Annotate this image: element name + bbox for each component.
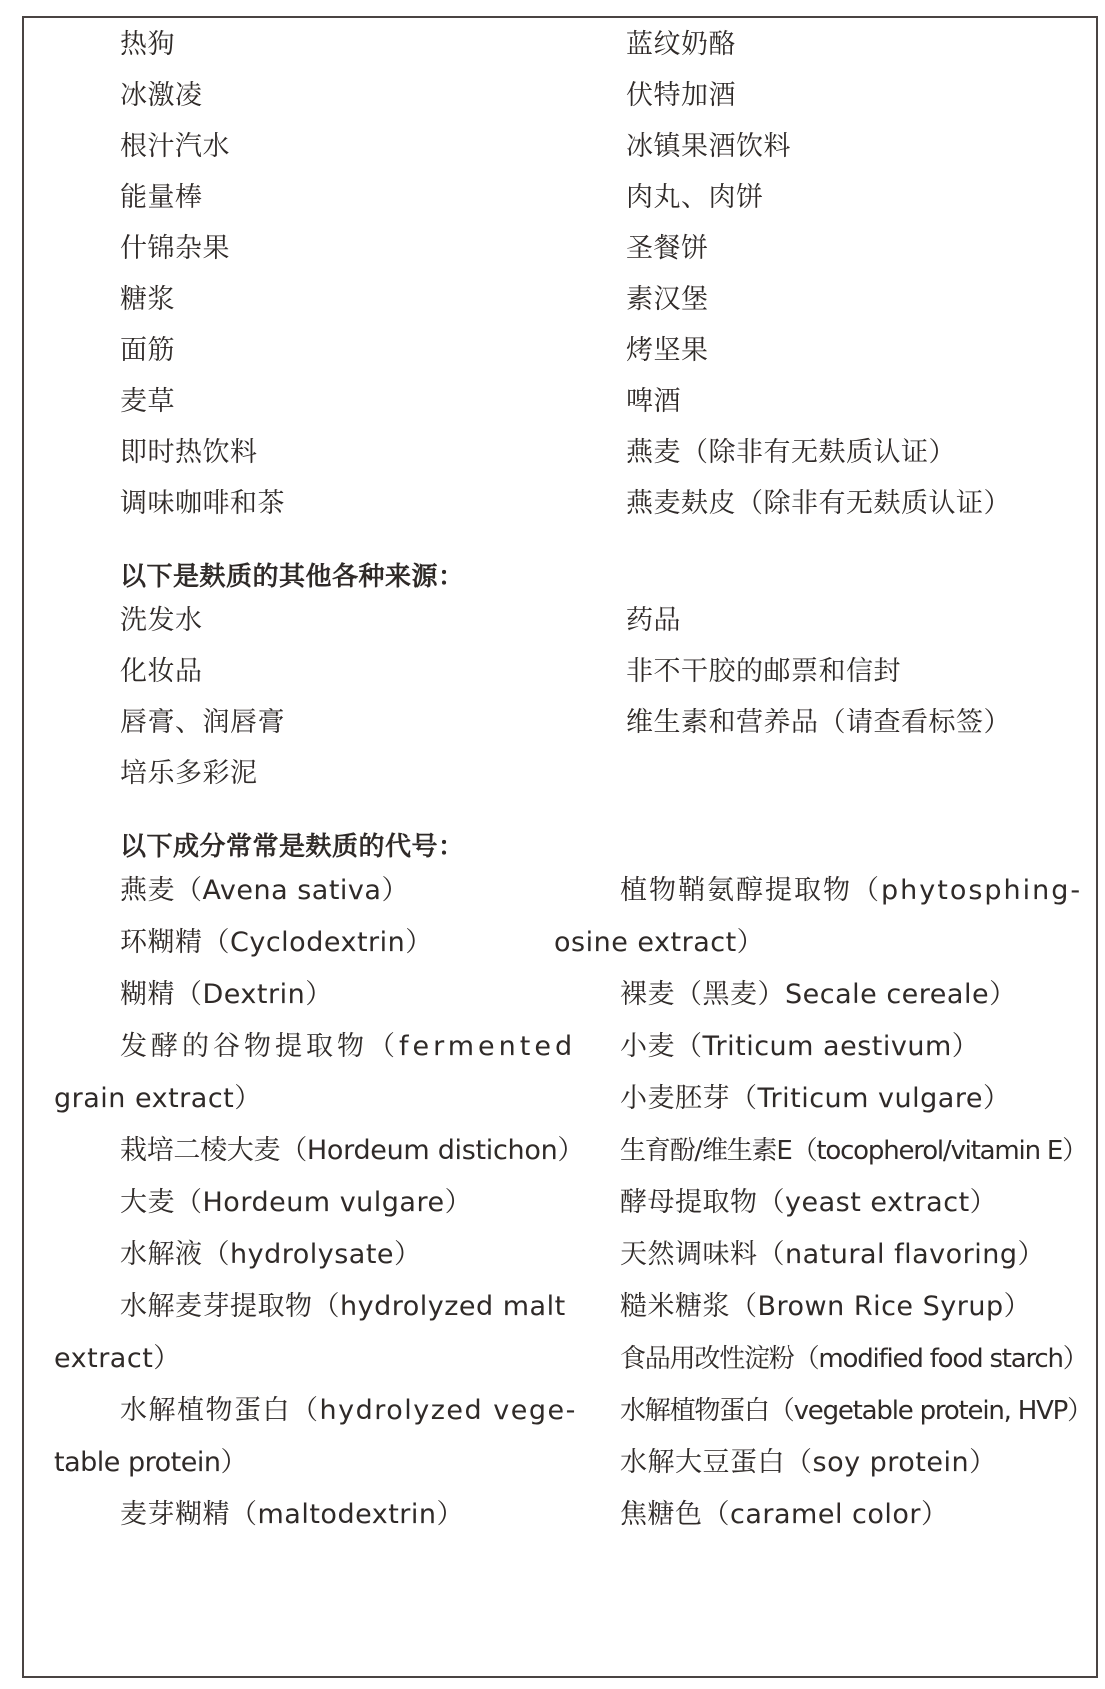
list-item: 糖浆 [120,284,175,315]
list-item: 生育酚/维生素E（tocopherol/vitamin E） [620,1136,1087,1166]
list-item: 热狗 [120,29,175,60]
list-item: 啤酒 [626,386,681,417]
list-item: 水解大豆蛋白（soy protein） [620,1447,997,1478]
list-item-continued: extract） [54,1343,181,1374]
list-item: 水解植物蛋白（hydrolyzed vege- [120,1395,577,1426]
list-item: 冰激凌 [120,80,203,111]
list-item: 即时热饮料 [120,437,258,468]
list-item: 裸麦（黑麦）Secale cereale） [620,979,1017,1010]
list-item: 能量棒 [120,182,203,213]
list-item: 酵母提取物（yeast extract） [620,1187,998,1218]
list-item: 蓝纹奶酪 [626,29,736,60]
list-item: 维生素和营养品（请查看标签） [626,707,1011,738]
list-item: 环糊精（Cyclodextrin） [120,927,433,958]
list-item: 糊精（Dextrin） [120,979,333,1010]
list-item: 圣餐饼 [626,233,709,264]
list-item: 面筋 [120,335,175,366]
list-item: 药品 [626,605,681,636]
list-item-continued: osine extract） [554,927,765,958]
list-item: 糙米糖浆（Brown Rice Syrup） [620,1291,1032,1322]
list-item: 非不干胶的邮票和信封 [626,656,901,687]
list-item: 水解液（hydrolysate） [120,1239,422,1270]
list-item: 麦芽糊精（maltodextrin） [120,1499,465,1530]
list-item-continued: table protein） [54,1447,247,1478]
list-item: 麦草 [120,386,175,417]
list-item: 大麦（Hordeum vulgare） [120,1187,473,1218]
list-item-continued: grain extract） [54,1083,262,1114]
list-item: 唇膏、润唇膏 [120,707,285,738]
list-item: 肉丸、肉饼 [626,182,764,213]
list-item: 燕麦（除非有无麸质认证） [626,437,956,468]
list-item: 焦糖色（caramel color） [620,1499,949,1530]
section-heading: 以下成分常常是麸质的代号： [120,832,465,862]
section-heading: 以下是麸质的其他各种来源： [120,562,465,592]
list-item: 调味咖啡和茶 [120,488,285,519]
list-item: 发酵的谷物提取物（fermented [120,1031,577,1062]
list-item: 根汁汽水 [120,131,230,162]
list-item: 伏特加酒 [626,80,736,111]
list-item: 植物鞘氨醇提取物（phytosphing- [620,875,1083,906]
list-item: 化妆品 [120,656,203,687]
list-item: 燕麦麸皮（除非有无麸质认证） [626,488,1011,519]
list-item: 培乐多彩泥 [120,758,258,789]
list-item: 小麦胚芽（Triticum vulgare） [620,1083,1011,1114]
list-item: 水解麦芽提取物（hydrolyzed malt [120,1291,566,1322]
list-item: 栽培二棱大麦（Hordeum distichon） [120,1135,585,1166]
list-item: 洗发水 [120,605,203,636]
list-item: 天然调味料（natural flavoring） [620,1239,1045,1270]
list-item: 水解植物蛋白（vegetable protein, HVP） [620,1396,1092,1426]
list-item: 素汉堡 [626,284,709,315]
list-item: 食品用改性淀粉（modified food starch） [620,1344,1088,1374]
list-item: 燕麦（Avena sativa） [120,875,409,906]
list-item: 什锦杂果 [120,233,230,264]
list-item: 烤坚果 [626,335,709,366]
list-item: 小麦（Triticum aestivum） [620,1031,980,1062]
list-item: 冰镇果酒饮料 [626,131,791,162]
